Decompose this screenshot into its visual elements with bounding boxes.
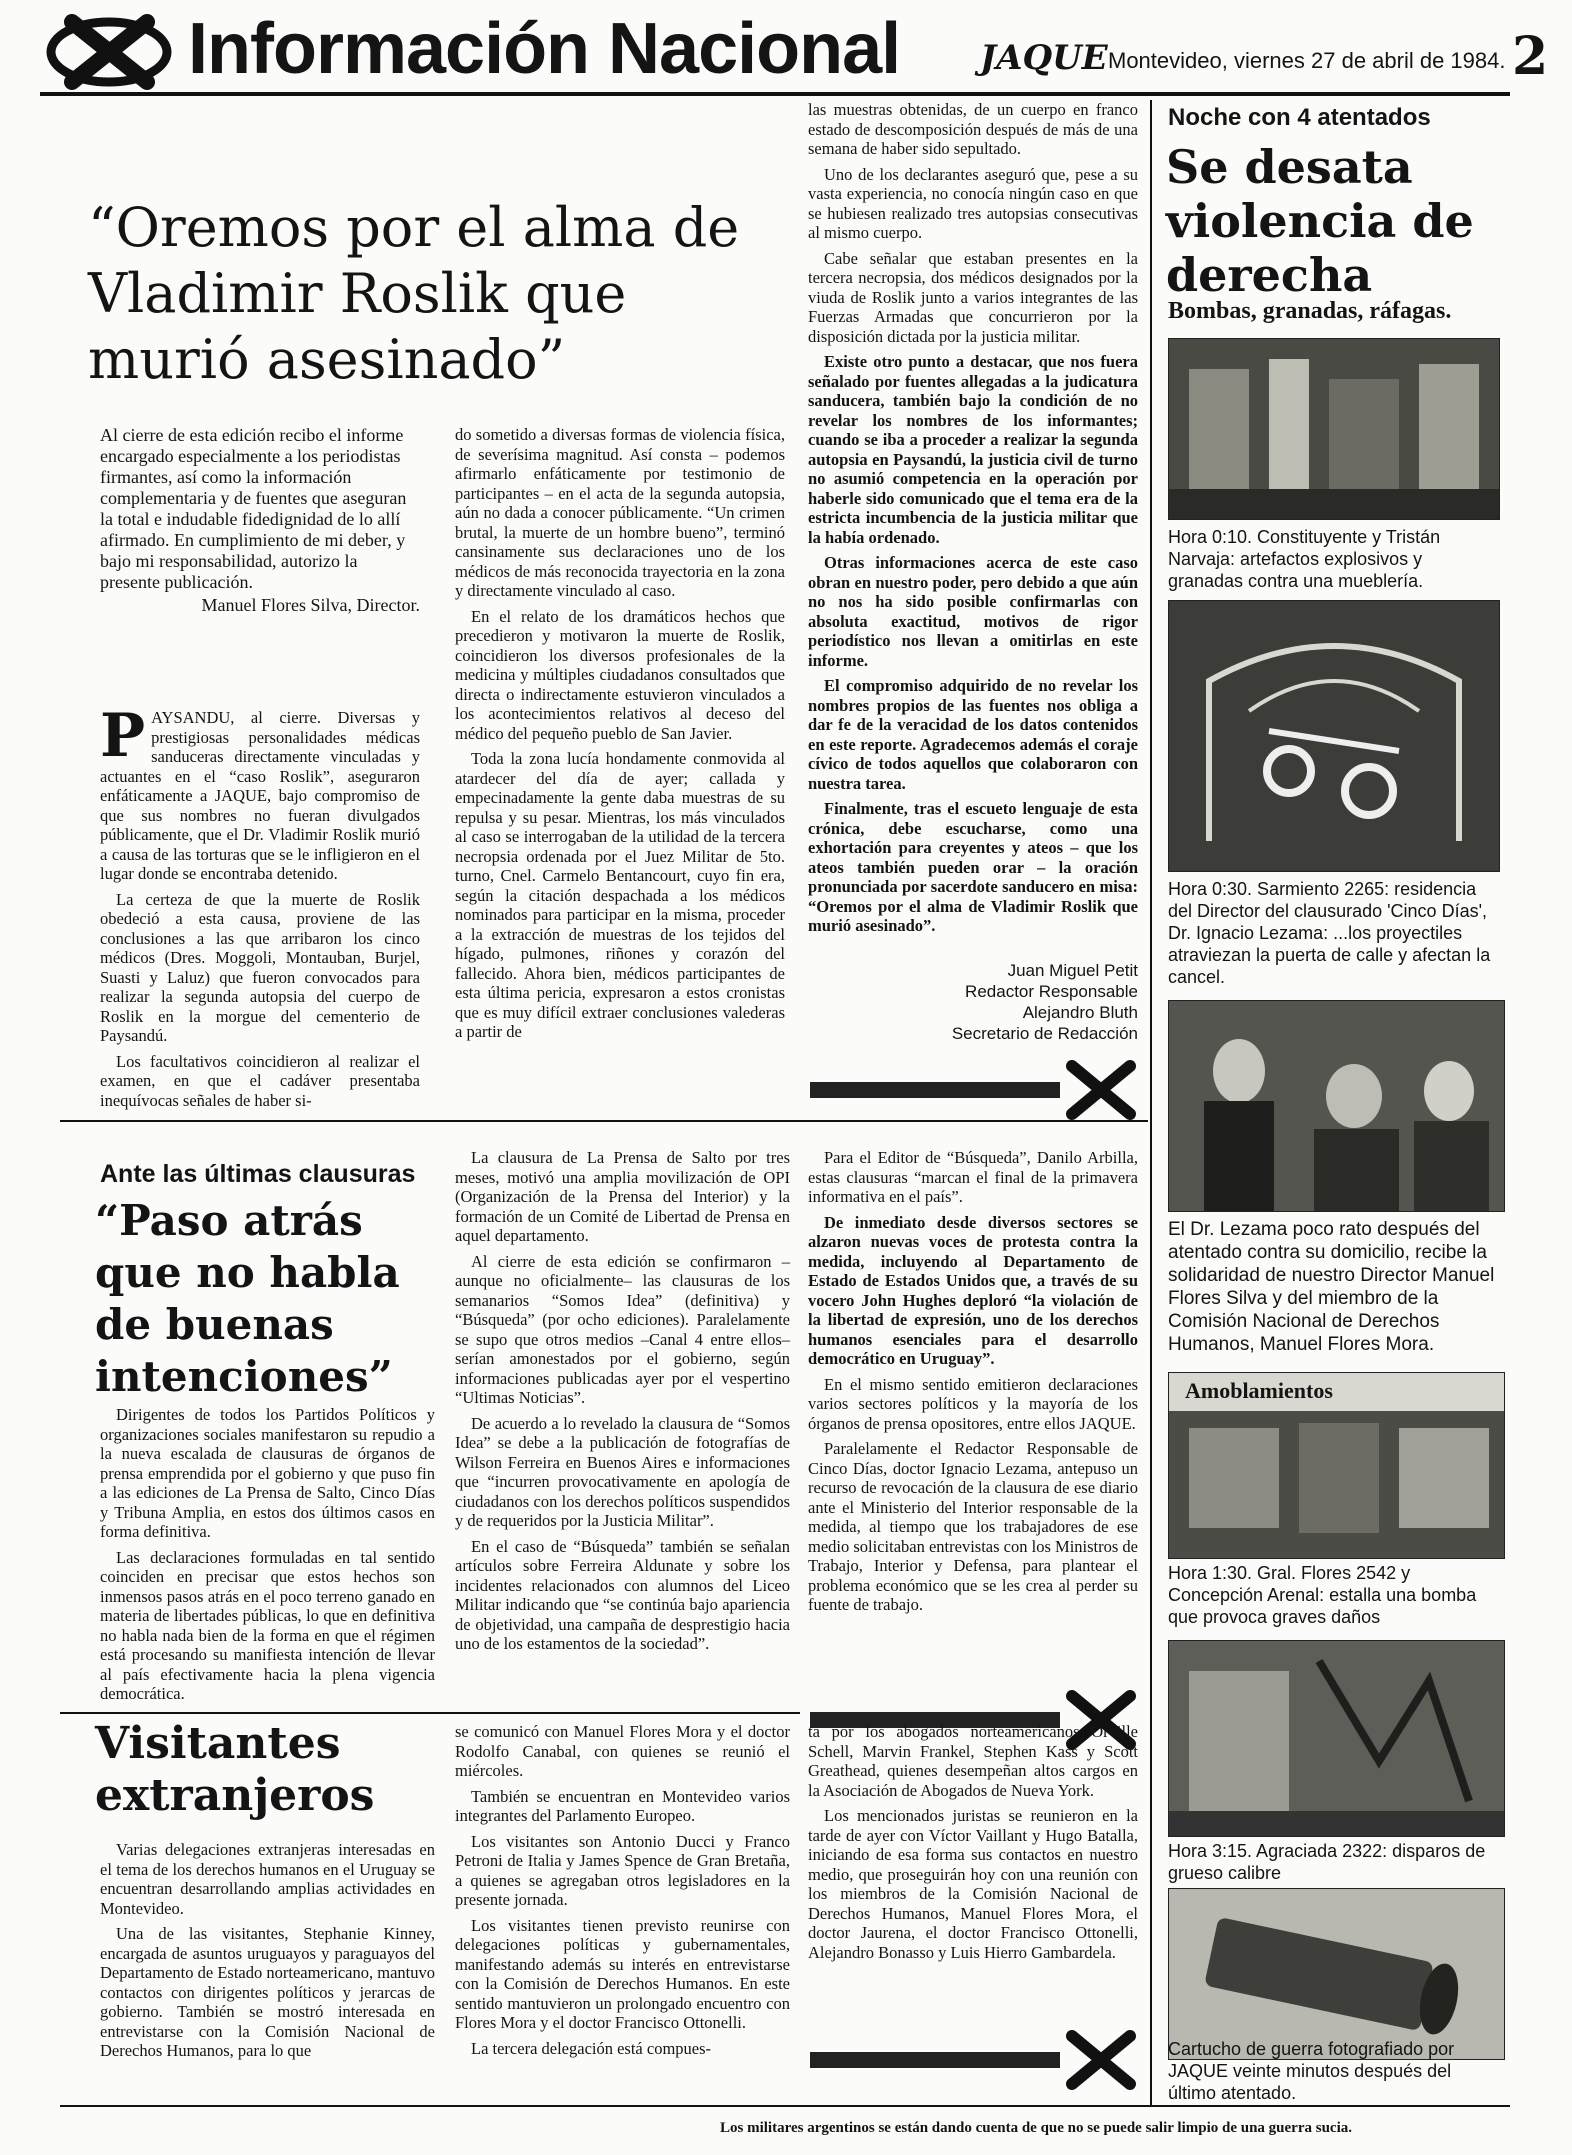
clausuras-kicker: Ante las últimas clausuras	[100, 1160, 416, 1188]
violence-kicker: Noche con 4 atentados	[1168, 104, 1431, 131]
section-rule	[60, 1120, 1148, 1122]
visitantes-column-3	[808, 1722, 1138, 1968]
paragraph: se comunicó con Manuel Flores Mora y el doctor Rodolfo Canabal, con quienes se reunió el miércoles.	[455, 1722, 790, 1780]
photo-residence-door	[1168, 600, 1500, 872]
paragraph: Toda la zona lucía hondamente conmovida al atardecer del día de ayer; callada y empecinadamente la gente daba muestras de su repulsa y su pesar. Mientras, los más vinculados al caso se interrogaban de la utilidad de la tercera necropsia ordenada por el Juez Militar de 5to. turno, Cnel. Carmelo Bentancourt, cuyo fin era, según la citación despachada a los médicos nominados para participar en la misma, proceder a la extracción de muestras de los tejidos del hígado, pulmones, riñones y corazón del fallecido. Ahora bien, médicos participantes de esta última pericia, expresaron a estos cronistas que es muy difícil extraer conclusiones valederas a partir de	[455, 749, 785, 1041]
signature-line: Juan Miguel Petit	[1007, 961, 1138, 980]
signature-line: Alejandro Bluth	[1022, 1003, 1138, 1022]
paragraph: De acuerdo a lo revelado la clausura de “Somos Idea” se debe a la publicación de fotografías de Wilson Ferreira en Buenos Aires e informaciones que “incurren provocativamente en apología de ciudadanos con los derechos políticos suspendidos y de requeridos por la Justicia Militar”.	[455, 1413, 790, 1530]
signature-line: Redactor Responsable	[965, 982, 1138, 1001]
violence-subhead: Bombas, granadas, ráfagas.	[1168, 298, 1452, 324]
end-mark-icon	[810, 1060, 1140, 1120]
paragraph: La tercera delegación está compues-	[471, 2038, 712, 2058]
photo-caption: Hora 0:30. Sarmiento 2265: residencia del Director del clausurado 'Cinco Días', Dr. Ignacio Lezama: ...los proyectiles atraviezan la puerta de calle y afectan la cancel.	[1168, 879, 1491, 987]
paragraph: En el mismo sentido emitieron declaraciones varios sectores políticos y la mayoría de los órganos de prensa opositores, entre ellos JAQUE.	[808, 1374, 1138, 1433]
paragraph: También se encuentran en Montevideo varios integrantes del Parlamento Europeo.	[455, 1786, 790, 1825]
photo-caption: Hora 1:30. Gral. Flores 2542 y Concepción Arenal: estalla una bomba que provoca graves daños	[1168, 1563, 1477, 1627]
paragraph: Al cierre de esta edición se confirmaron –aunque no oficialmente– las clausuras de los semanarios “Somos Idea” (definitiva) y “Búsqueda” (por ocho ediciones). Paralelamente se supo que otros medios –Canal 4 entre ellos– serían amonestados por el gobierno, según informaciones publicadas ayer por el vespertino “Ultimas Noticias”.	[455, 1251, 790, 1407]
paragraph: La certeza de que la muerte de Roslik obedeció a esta causa, proviene de las conclusiones a las que arribaron los cinco médicos (Dres. Moggoli, Montauban, Burjel, Suasti y Laluz) que fueron convocados para realizar la segunda autopsia del cuerpo de Roslik en la morgue del cementerio de Paysandú.	[100, 889, 420, 1045]
paragraph: Dirigentes de todos los Partidos Políticos y organizaciones sociales manifestaron su repudio a la nueva escalada de clausuras de órganos de prensa emprendida por el gobierno y que puso fin a las ediciones de La Prensa de Salto, Cinco Días y Tribuna Amplia, en estos dos últimos casos en forma definitiva.	[100, 1405, 435, 1541]
paragraph: De inmediato desde diversos sectores se alzaron nuevas voces de protesta contra la medida, incluyendo al Departamento de Estado de Estados Unidos que, a través de su vocero John Hughes deploró “la violación de la libertad de expresión, uno de los derechos humanos esenciales para el desarrollo democrático en Uruguay”.	[808, 1212, 1138, 1368]
paper-name: JAQUE	[980, 38, 1108, 78]
clausuras-column-3	[808, 1148, 1138, 1621]
photo-caption: Hora 3:15. Agraciada 2322: disparos de grueso calibre	[1168, 1841, 1486, 1883]
jaque-logo-icon	[42, 10, 177, 90]
dropcap: P	[100, 701, 146, 771]
lead-column-1	[100, 701, 420, 1116]
clausuras-column-2	[455, 1148, 790, 1660]
column-divider	[1150, 100, 1152, 2105]
editor-note	[100, 425, 420, 616]
paragraph: Uno de los declarantes aseguró que, pese a su vasta experiencia, no conocía ningún caso en que se hubiesen realizado tres autopsias consecutivas al mismo cuerpo.	[808, 164, 1138, 242]
clausuras-headline: “Paso atrás que no habla de buenas intenciones”	[95, 1196, 400, 1401]
visitantes-headline: Visitantes extranjeros	[95, 1718, 375, 1821]
editor-signature: Manuel Flores Silva, Director.	[201, 595, 420, 615]
lead-column-2	[455, 425, 785, 1048]
paragraph: Varias delegaciones extranjeras interesadas en el tema de los derechos humanos en el Uruguay se encuentran desarrollando amplias actividades en Montevideo.	[100, 1840, 435, 1918]
paragraph: El compromiso adquirido de no revelar los nombres propios de las fuentes nos obliga a dar fe de la veracidad de los datos contenidos en este reporte. Agradecemos además el coraje cívico de todos aquellos que colaboraron con nuestra tarea.	[808, 676, 1138, 793]
paragraph: do sometido a diversas formas de violencia física, de severísima magnitud. Así consta – podemos afirmarlo enfáticamente por testimonio de participantes – en el acta de la segunda autopsia, aún no dada a conocer públicamente. “Un crimen brutal, la muerte de un hombre bueno”, terminó cansinamente sus declaraciones uno de los médicos de más reconocida trayectoria en la zona y directamente vinculado al caso.	[455, 425, 785, 600]
paragraph: ta por los abogados norteamericanos Orville Schell, Marvin Frankel, Stephen Kass y Scott Greathead, quienes desempeñan altos cargos en la Asociación de Abogados de Nueva York.	[808, 1722, 1138, 1800]
paragraph: Paralelamente el Redactor Responsable de Cinco Días, doctor Ignacio Lezama, antepuso un recurso de revocación de la clausura de ese diario ante el Ministerio del Interior responsable de la medida, al tiempo que los trabajadores de ese medio solicitaban entrevistas con los Ministros de Trabajo, Interior y Defensa, para plantear el problema económico que se les crea al perder su fuente de trabajo.	[808, 1439, 1138, 1614]
page-number: 2	[1512, 26, 1549, 87]
dateline: Montevideo, viernes 27 de abril de 1984.	[1108, 48, 1506, 73]
paragraph: Los visitantes son Antonio Ducci y Franco Petroni de Italia y James Spence de Gran Bretaña, a quienes se agregaban otros legisladores en la presente jornada.	[455, 1831, 790, 1909]
photo-caption: Cartucho de guerra fotografiado por JAQUE veinte minutos después del último atentado.	[1168, 2039, 1455, 2103]
photo-caption: Hora 0:10. Constituyente y Tristán Narvaja: artefactos explosivos y granadas contra una mueblería.	[1168, 527, 1441, 591]
photo-furniture-store	[1168, 338, 1500, 520]
paragraph: En el caso de “Búsqueda” también se señalan artículos sobre Ferreira Aldunate y sobre los incidentes relacionados con alumnos del Liceo Militar indicando que “se continúa bajo apariencia de objetividad, una campaña de desprestigio hacia uno de los estamentos de la sociedad”.	[455, 1536, 790, 1653]
photo-caption: El Dr. Lezama poco rato después del atentado contra su domicilio, recibe la solidaridad de nuestro Director Manuel Flores Silva y del miembro de la Comisión Nacional de Derechos Humanos, Manuel Flores Mora.	[1168, 1219, 1495, 1355]
bottom-rule	[60, 2105, 1510, 2107]
signature-line: Secretario de Redacción	[951, 1024, 1138, 1043]
lead-headline: “Oremos por el alma de Vladimir Roslik que murió asesinado”	[88, 196, 740, 391]
paragraph: En el relato de los dramáticos hechos que precedieron y motivaron la muerte de Roslik, coincidieron los diversos profesionales de la medicina y múltiples ciudadanos consultados que directa o indirectamente estuvieron vinculados a los acontecimientos relativos al deceso del médico del pequeño pueblo de San Javier.	[455, 606, 785, 743]
paragraph: Para el Editor de “Búsqueda”, Danilo Arbilla, estas clausuras “marcan el final de la primavera informativa en el país”.	[808, 1148, 1138, 1206]
section-title: Información Nacional	[188, 9, 901, 89]
violence-headline: Se desata violencia de derecha	[1166, 140, 1474, 302]
clausuras-column-1	[100, 1405, 435, 1710]
paragraph: Una de las visitantes, Stephanie Kinney, encargada de asuntos uruguayos y paraguayos del Departamento de Estado norteamericano, mantuvo contactos con dirigentes políticos y jerarcas de gobierno. También se mostró interesada en entrevistarse con la Comisión Nacional de Derechos Humanos, para lo que	[100, 1924, 435, 2060]
paragraph: las muestras obtenidas, de un cuerpo en franco estado de descomposición después de más de una semana de haber sido sepultado.	[808, 100, 1138, 158]
paragraph: AYSANDU, al cierre. Diversas y prestigiosas personalidades médicas sanduceras directamente vinculadas y actuantes en el “caso Roslik”, aseguraron enfáticamente a JAQUE, bajo compromiso de que sus nombres no fueran divulgados públicamente, que el Dr. Vladimir Roslik murió a causa de las torturas que se le infligieron en el lugar donde se encontraba detenido.	[100, 708, 420, 883]
paragraph: Otras informaciones acerca de este caso obran en nuestro poder, pero debido a que aún no nos ha sido posible confirmarlas con absoluta exactitud, motivos de rigor periodístico nos llevan a omitirlas en este informe.	[808, 553, 1138, 670]
paragraph: Los visitantes tienen previsto reunirse con delegaciones políticas y gubernamentales, manifestando además su interés en entrevistarse con la Comisión de Derechos Humanos. En este sentido mantuvieron un prolongado encuentro con Flores Mora y el doctor Francisco Ottonelli.	[455, 1915, 790, 2032]
editor-note-text: Al cierre de esta edición recibo el informe encargado especialmente a los periodistas firmantes, así como la información complementaria y de fuentes que aseguran la total e indudable fidedignidad de lo allí afirmado. En cumplimiento de mi deber, y bajo mi responsabilidad, autorizo la presente publicación.	[100, 425, 407, 592]
section-rule	[60, 1712, 800, 1714]
paragraph: Existe otro punto a destacar, que nos fuera señalado por fuentes allegadas a la judicatura sanducera, también bajo la condición de no revelar los nombres de los informantes; cuando se iba a proceder a realizar la segunda autopsia en Paysandú, la justicia civil de turno no asumió competencia en la operación por haberle sido comunicado que el tema era de la estricta incumbencia de la justicia militar que la había ordenado.	[808, 352, 1138, 547]
visitantes-column-1	[100, 1840, 435, 2067]
paragraph: Los mencionados juristas se reunieron en la tarde de ayer con Víctor Vaillant y Hugo Batalla, iniciando de esa forma sus contactos en nuestro medio, que proseguirán hoy con una reunión con los miembros de la Comisión Nacional de Derechos Humanos, Manuel Flores Mora, el doctor Jaurena, el doctor Francisco Ottonelli, Alejandro Bonasso y Luis Hierro Gambardela.	[808, 1806, 1138, 1962]
end-mark-icon	[810, 2030, 1140, 2090]
photo-agraciada	[1168, 1640, 1505, 1837]
paragraph: Cabe señalar que estaban presentes en la tercera necropsia, dos médicos designados por la viuda de Roslik junto a varios integrantes de las Fuerzas Armadas que concurrieron por la disposición dictada por la justicia militar.	[808, 248, 1138, 346]
masthead-rule	[40, 92, 1510, 96]
footer-quote: Los militares argentinos se están dando cuenta de que no se puede salir limpio de una guerra sucia.	[720, 2120, 1352, 2136]
paragraph: La clausura de La Prensa de Salto por tres meses, motivó una amplia movilización de OPI (Organización de la Prensa del Interior) y la formación de un Comité de Libertad de Prensa en aquel departamento.	[455, 1148, 790, 1245]
photo-war-cartridge	[1168, 1888, 1505, 2060]
paragraph: Los facultativos coincidieron al realizar el examen, en que el cadáver presentaba inequívocas señales de haber si-	[100, 1051, 420, 1110]
visitantes-column-2	[455, 1722, 790, 2064]
lead-column-3	[808, 100, 1138, 942]
photo-lezama-meeting	[1168, 1000, 1505, 1212]
paragraph: Finalmente, tras el escueto lenguaje de esta crónica, debe escucharse, como una exhortación para creyentes y ateos – que los ateos también pueden orar – la oración pronunciada por sacerdote sanducero en misa: “Oremos por el alma de Vladimir Roslik que murió asesinado”.	[808, 799, 1138, 935]
lead-signatures	[900, 960, 1138, 1044]
paragraph: Las declaraciones formuladas en tal sentido coinciden en precisar que estos hechos son inmensos pasos atrás en el poco terreno ganado en materia de libertades públicas, lo que en definitiva no habla nada bien de la forma en que el régimen está procesando su manifiesta intención de llevar al país efectivamente hacia la plena vigencia democrática.	[100, 1547, 435, 1703]
store-sign: Amoblamientos	[1185, 1378, 1333, 1403]
